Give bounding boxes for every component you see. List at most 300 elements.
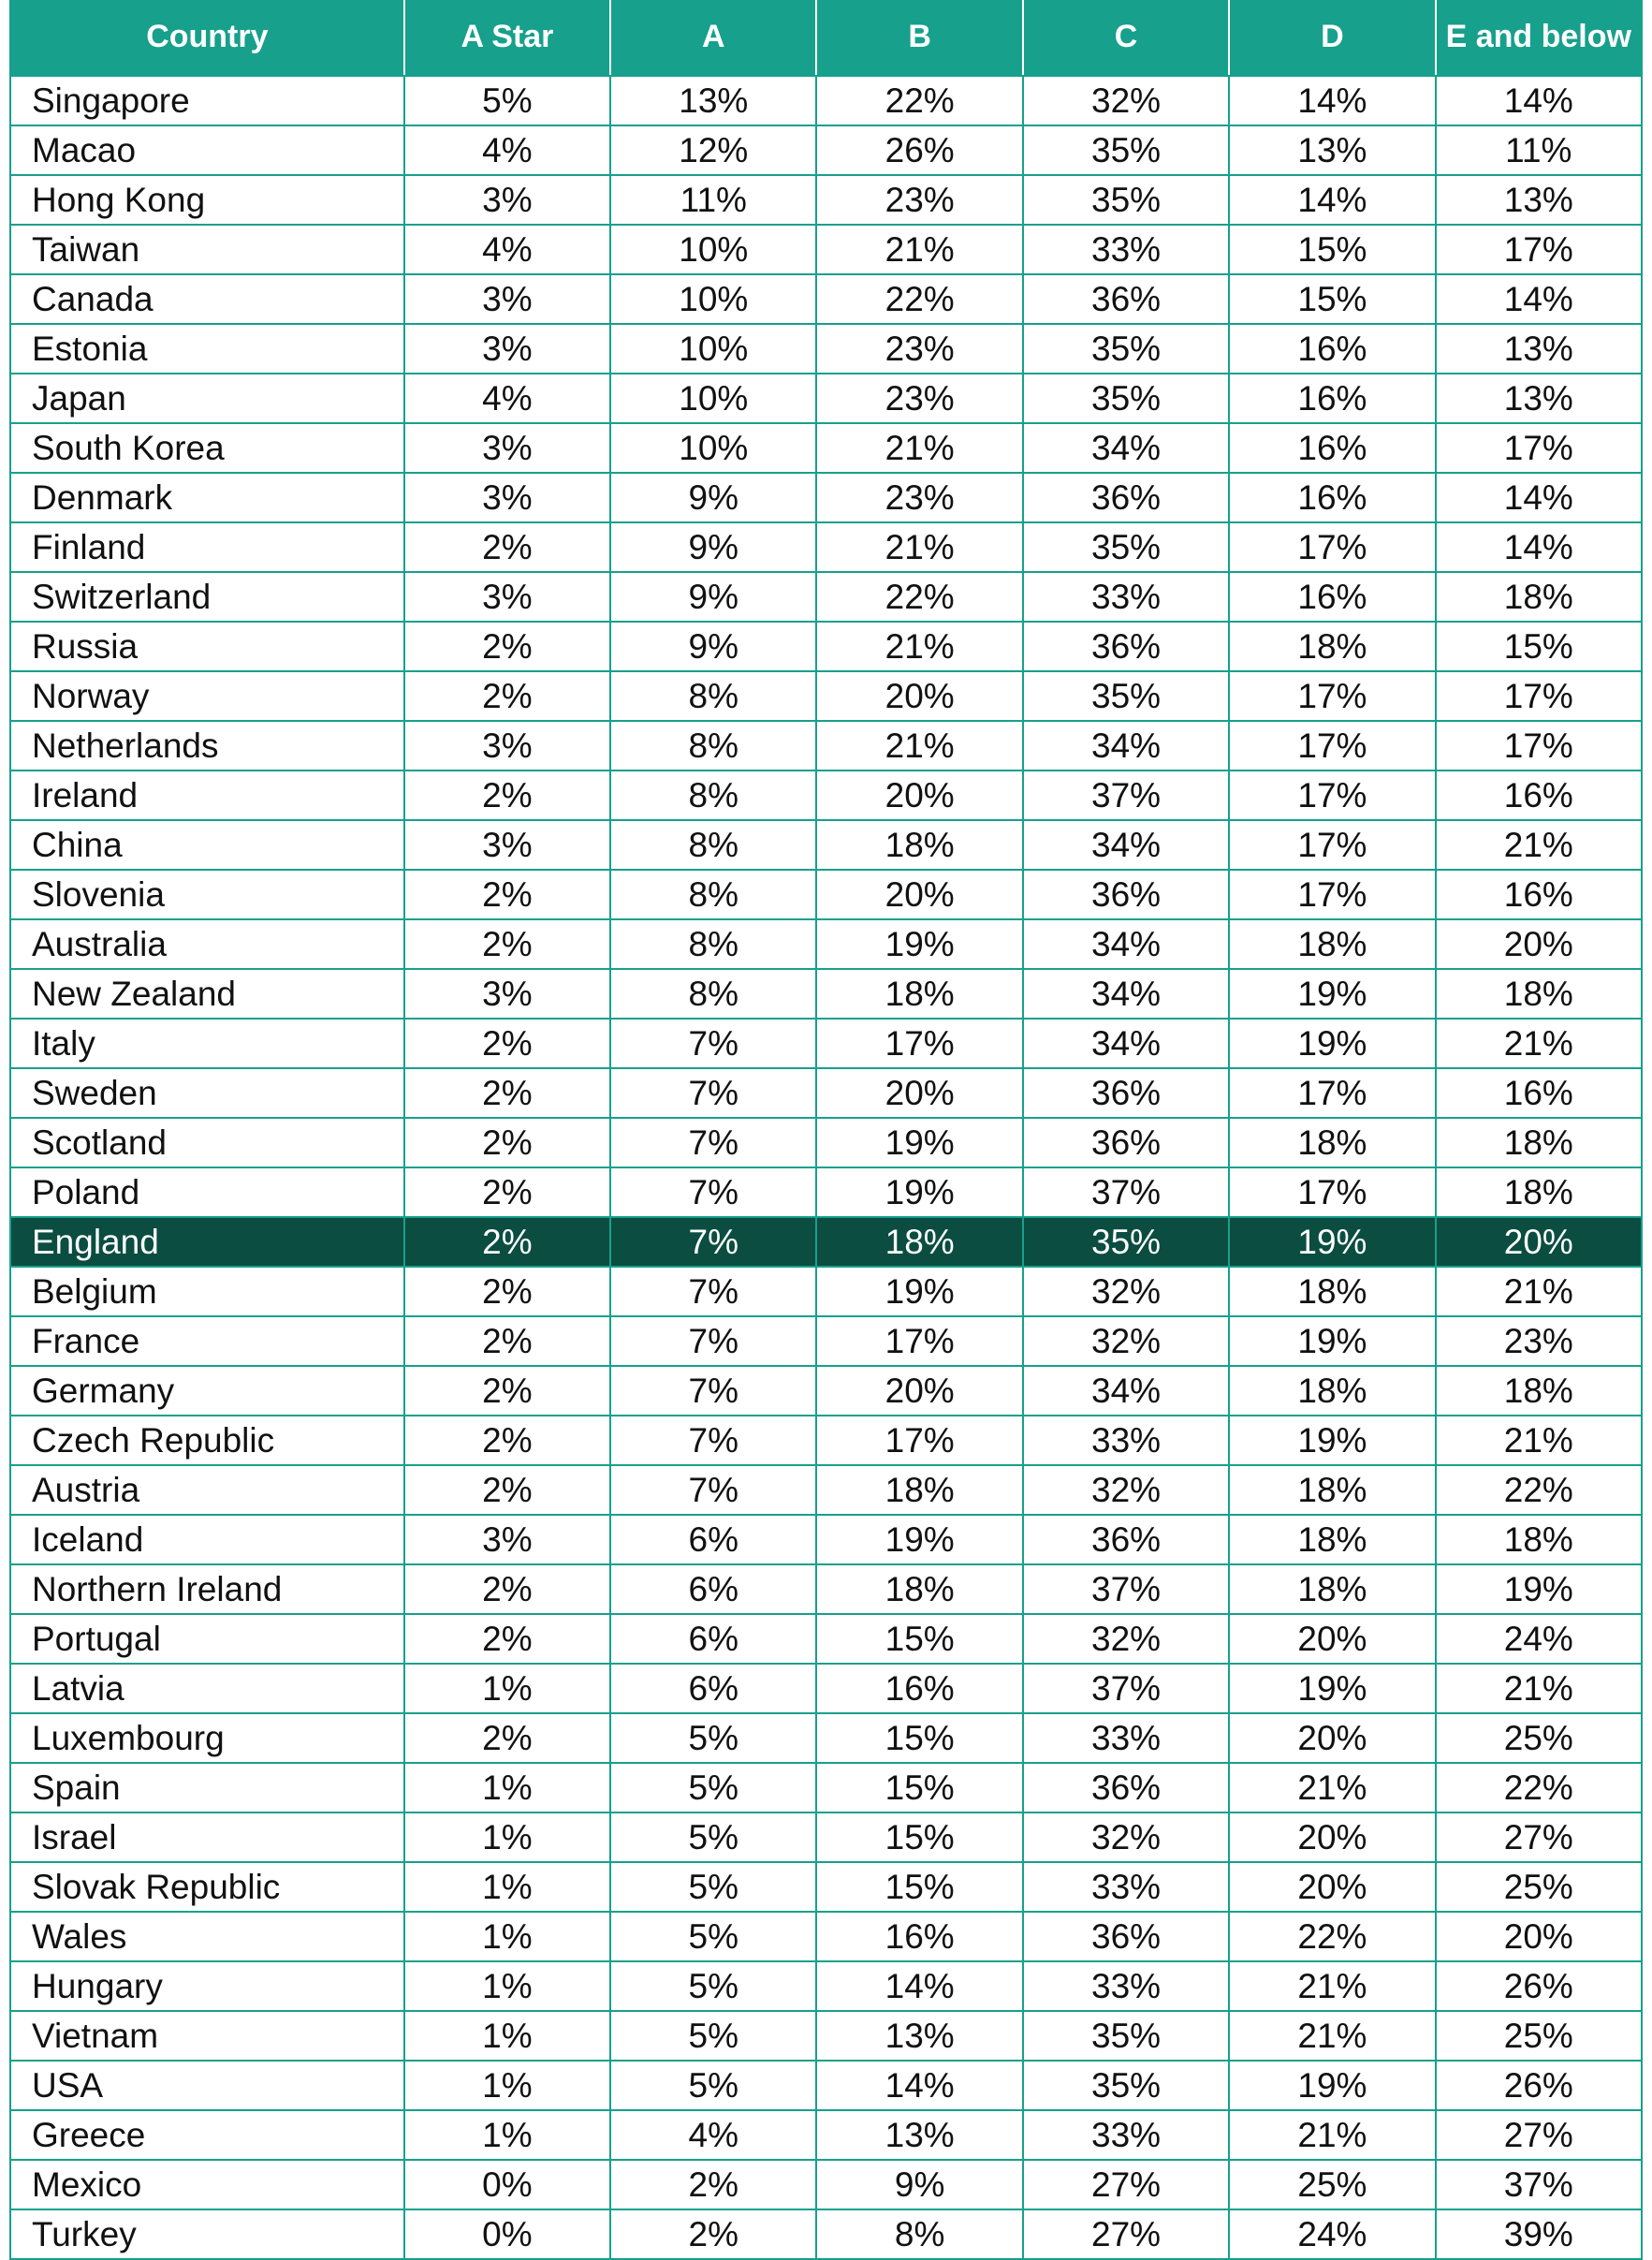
b-cell: 20% <box>816 870 1022 919</box>
d-cell: 18% <box>1229 622 1435 671</box>
a-star-cell: 2% <box>404 1713 610 1763</box>
table-row <box>10 175 1642 225</box>
table-row <box>10 1763 1642 1812</box>
d-cell: 17% <box>1229 671 1435 721</box>
a-cell: 8% <box>610 671 816 721</box>
a-cell: 7% <box>610 1465 816 1515</box>
b-cell: 21% <box>816 622 1022 671</box>
e-and-below-cell: 18% <box>1436 1366 1642 1416</box>
country-cell: Turkey <box>10 2209 404 2259</box>
c-cell: 35% <box>1023 2061 1229 2110</box>
country-cell: Australia <box>10 919 404 969</box>
country-cell: Taiwan <box>10 225 404 274</box>
a-star-cell: 2% <box>404 1316 610 1366</box>
country-cell: Ireland <box>10 770 404 820</box>
b-cell: 15% <box>816 1862 1022 1912</box>
b-cell: 15% <box>816 1812 1022 1862</box>
country-cell: Japan <box>10 374 404 423</box>
d-cell: 17% <box>1229 870 1435 919</box>
e-and-below-cell: 21% <box>1436 1267 1642 1316</box>
e-and-below-cell: 18% <box>1436 1167 1642 1217</box>
country-cell: USA <box>10 2061 404 2110</box>
table-row <box>10 2011 1642 2061</box>
e-and-below-cell: 21% <box>1436 820 1642 870</box>
d-cell: 21% <box>1229 2110 1435 2160</box>
d-cell: 20% <box>1229 1713 1435 1763</box>
d-cell: 16% <box>1229 473 1435 522</box>
a-star-cell: 1% <box>404 1862 610 1912</box>
a-star-cell: 1% <box>404 1763 610 1812</box>
a-cell: 5% <box>610 1862 816 1912</box>
d-cell: 17% <box>1229 820 1435 870</box>
e-and-below-cell: 18% <box>1436 969 1642 1019</box>
c-cell: 32% <box>1023 1267 1229 1316</box>
table-row <box>10 1812 1642 1862</box>
country-cell: Northern Ireland <box>10 1564 404 1614</box>
a-star-cell: 2% <box>404 770 610 820</box>
b-cell: 18% <box>816 1465 1022 1515</box>
d-cell: 18% <box>1229 1366 1435 1416</box>
b-cell: 23% <box>816 324 1022 374</box>
table-row <box>10 820 1642 870</box>
a-star-cell: 2% <box>404 1217 610 1267</box>
b-cell: 18% <box>816 1564 1022 1614</box>
c-cell: 35% <box>1023 1217 1229 1267</box>
a-star-cell: 1% <box>404 2011 610 2061</box>
b-cell: 21% <box>816 721 1022 770</box>
table-row <box>10 274 1642 324</box>
c-cell: 37% <box>1023 1664 1229 1713</box>
c-cell: 35% <box>1023 522 1229 572</box>
b-cell: 19% <box>816 1167 1022 1217</box>
a-cell: 6% <box>610 1664 816 1713</box>
b-cell: 19% <box>816 1267 1022 1316</box>
e-and-below-cell: 14% <box>1436 473 1642 522</box>
d-cell: 21% <box>1229 1961 1435 2011</box>
d-cell: 19% <box>1229 2061 1435 2110</box>
b-cell: 22% <box>816 572 1022 622</box>
a-cell: 7% <box>610 1267 816 1316</box>
c-cell: 34% <box>1023 1019 1229 1068</box>
d-cell: 21% <box>1229 1763 1435 1812</box>
country-cell: Canada <box>10 274 404 324</box>
c-cell: 34% <box>1023 721 1229 770</box>
e-and-below-cell: 21% <box>1436 1019 1642 1068</box>
b-cell: 18% <box>816 1217 1022 1267</box>
e-and-below-cell: 39% <box>1436 2209 1642 2259</box>
d-cell: 19% <box>1229 969 1435 1019</box>
table-row <box>10 1167 1642 1217</box>
table-row <box>10 522 1642 572</box>
c-cell: 35% <box>1023 324 1229 374</box>
a-cell: 8% <box>610 870 816 919</box>
e-and-below-cell: 17% <box>1436 423 1642 473</box>
a-cell: 9% <box>610 473 816 522</box>
e-and-below-cell: 26% <box>1436 2061 1642 2110</box>
e-and-below-cell: 20% <box>1436 919 1642 969</box>
b-cell: 15% <box>816 1763 1022 1812</box>
a-cell: 5% <box>610 2011 816 2061</box>
table-row <box>10 572 1642 622</box>
d-cell: 20% <box>1229 1862 1435 1912</box>
d-cell: 19% <box>1229 1019 1435 1068</box>
country-cell: South Korea <box>10 423 404 473</box>
e-and-below-cell: 22% <box>1436 1465 1642 1515</box>
b-cell: 23% <box>816 175 1022 225</box>
header-a: A <box>610 0 816 76</box>
a-star-cell: 1% <box>404 1912 610 1961</box>
b-cell: 21% <box>816 522 1022 572</box>
a-cell: 5% <box>610 1713 816 1763</box>
b-cell: 15% <box>816 1713 1022 1763</box>
e-and-below-cell: 27% <box>1436 1812 1642 1862</box>
a-cell: 9% <box>610 572 816 622</box>
b-cell: 16% <box>816 1664 1022 1713</box>
b-cell: 16% <box>816 1912 1022 1961</box>
country-cell: Norway <box>10 671 404 721</box>
d-cell: 17% <box>1229 721 1435 770</box>
a-cell: 7% <box>610 1316 816 1366</box>
table-row <box>10 1465 1642 1515</box>
a-cell: 7% <box>610 1019 816 1068</box>
c-cell: 35% <box>1023 125 1229 175</box>
d-cell: 14% <box>1229 175 1435 225</box>
b-cell: 26% <box>816 125 1022 175</box>
e-and-below-cell: 18% <box>1436 572 1642 622</box>
e-and-below-cell: 16% <box>1436 870 1642 919</box>
d-cell: 20% <box>1229 1812 1435 1862</box>
a-cell: 2% <box>610 2160 816 2209</box>
country-cell: England <box>10 1217 404 1267</box>
b-cell: 20% <box>816 770 1022 820</box>
table-row <box>10 969 1642 1019</box>
a-cell: 9% <box>610 622 816 671</box>
c-cell: 36% <box>1023 622 1229 671</box>
d-cell: 19% <box>1229 1316 1435 1366</box>
d-cell: 19% <box>1229 1217 1435 1267</box>
e-and-below-cell: 21% <box>1436 1416 1642 1465</box>
a-cell: 6% <box>610 1515 816 1564</box>
table-row <box>10 1019 1642 1068</box>
country-cell: Singapore <box>10 76 404 125</box>
b-cell: 20% <box>816 671 1022 721</box>
a-star-cell: 2% <box>404 1019 610 1068</box>
e-and-below-cell: 17% <box>1436 671 1642 721</box>
c-cell: 34% <box>1023 820 1229 870</box>
table-row <box>10 2160 1642 2209</box>
header-country: Country <box>10 0 404 76</box>
a-cell: 9% <box>610 522 816 572</box>
e-and-below-cell: 25% <box>1436 1862 1642 1912</box>
e-and-below-cell: 37% <box>1436 2160 1642 2209</box>
a-cell: 5% <box>610 1961 816 2011</box>
e-and-below-cell: 14% <box>1436 274 1642 324</box>
table-row <box>10 473 1642 522</box>
b-cell: 21% <box>816 423 1022 473</box>
c-cell: 36% <box>1023 870 1229 919</box>
a-star-cell: 2% <box>404 1366 610 1416</box>
c-cell: 35% <box>1023 175 1229 225</box>
a-cell: 10% <box>610 324 816 374</box>
d-cell: 16% <box>1229 374 1435 423</box>
c-cell: 34% <box>1023 969 1229 1019</box>
c-cell: 33% <box>1023 572 1229 622</box>
a-cell: 8% <box>610 919 816 969</box>
table-row <box>10 870 1642 919</box>
country-cell: Hong Kong <box>10 175 404 225</box>
a-star-cell: 3% <box>404 423 610 473</box>
b-cell: 8% <box>816 2209 1022 2259</box>
country-cell: Slovenia <box>10 870 404 919</box>
a-star-cell: 1% <box>404 1664 610 1713</box>
a-star-cell: 4% <box>404 125 610 175</box>
a-star-cell: 2% <box>404 1167 610 1217</box>
e-and-below-cell: 18% <box>1436 1118 1642 1167</box>
table-row <box>10 671 1642 721</box>
c-cell: 36% <box>1023 1068 1229 1118</box>
country-cell: China <box>10 820 404 870</box>
country-cell: Czech Republic <box>10 1416 404 1465</box>
country-cell: Austria <box>10 1465 404 1515</box>
country-cell: Greece <box>10 2110 404 2160</box>
country-cell: Luxembourg <box>10 1713 404 1763</box>
a-star-cell: 3% <box>404 820 610 870</box>
d-cell: 15% <box>1229 274 1435 324</box>
e-and-below-cell: 14% <box>1436 76 1642 125</box>
a-star-cell: 3% <box>404 969 610 1019</box>
c-cell: 33% <box>1023 225 1229 274</box>
e-and-below-cell: 25% <box>1436 1713 1642 1763</box>
a-cell: 12% <box>610 125 816 175</box>
c-cell: 35% <box>1023 374 1229 423</box>
e-and-below-cell: 22% <box>1436 1763 1642 1812</box>
table-row <box>10 1366 1642 1416</box>
c-cell: 32% <box>1023 1316 1229 1366</box>
e-and-below-cell: 13% <box>1436 324 1642 374</box>
a-star-cell: 2% <box>404 1465 610 1515</box>
table-row <box>10 1564 1642 1614</box>
a-star-cell: 2% <box>404 1416 610 1465</box>
country-cell: Scotland <box>10 1118 404 1167</box>
e-and-below-cell: 11% <box>1436 125 1642 175</box>
d-cell: 20% <box>1229 1614 1435 1664</box>
a-cell: 2% <box>610 2209 816 2259</box>
table-row <box>10 1515 1642 1564</box>
country-cell: Germany <box>10 1366 404 1416</box>
table-row <box>10 2110 1642 2160</box>
d-cell: 16% <box>1229 423 1435 473</box>
country-cell: Italy <box>10 1019 404 1068</box>
a-star-cell: 2% <box>404 1267 610 1316</box>
c-cell: 36% <box>1023 1515 1229 1564</box>
a-star-cell: 2% <box>404 1564 610 1614</box>
table-row <box>10 1316 1642 1366</box>
a-star-cell: 2% <box>404 1068 610 1118</box>
b-cell: 22% <box>816 76 1022 125</box>
c-cell: 33% <box>1023 1416 1229 1465</box>
country-cell: France <box>10 1316 404 1366</box>
b-cell: 14% <box>816 2061 1022 2110</box>
table-row <box>10 721 1642 770</box>
b-cell: 21% <box>816 225 1022 274</box>
header-d: D <box>1229 0 1435 76</box>
country-cell: Mexico <box>10 2160 404 2209</box>
table-row <box>10 76 1642 125</box>
a-star-cell: 1% <box>404 2061 610 2110</box>
header-a-star: A Star <box>404 0 610 76</box>
a-cell: 8% <box>610 820 816 870</box>
a-cell: 8% <box>610 770 816 820</box>
a-cell: 7% <box>610 1416 816 1465</box>
table-row <box>10 770 1642 820</box>
e-and-below-cell: 13% <box>1436 374 1642 423</box>
table-row <box>10 1217 1642 1267</box>
table-row <box>10 1664 1642 1713</box>
table-row <box>10 1961 1642 2011</box>
c-cell: 36% <box>1023 274 1229 324</box>
d-cell: 18% <box>1229 1118 1435 1167</box>
table-row <box>10 225 1642 274</box>
d-cell: 15% <box>1229 225 1435 274</box>
c-cell: 33% <box>1023 1862 1229 1912</box>
c-cell: 36% <box>1023 1912 1229 1961</box>
b-cell: 17% <box>816 1019 1022 1068</box>
country-cell: Russia <box>10 622 404 671</box>
c-cell: 35% <box>1023 2011 1229 2061</box>
b-cell: 18% <box>816 820 1022 870</box>
a-star-cell: 2% <box>404 870 610 919</box>
country-cell: Slovak Republic <box>10 1862 404 1912</box>
a-cell: 6% <box>610 1614 816 1664</box>
d-cell: 18% <box>1229 919 1435 969</box>
a-star-cell: 3% <box>404 1515 610 1564</box>
e-and-below-cell: 20% <box>1436 1217 1642 1267</box>
c-cell: 35% <box>1023 671 1229 721</box>
b-cell: 19% <box>816 919 1022 969</box>
a-star-cell: 0% <box>404 2160 610 2209</box>
b-cell: 19% <box>816 1515 1022 1564</box>
c-cell: 34% <box>1023 423 1229 473</box>
b-cell: 15% <box>816 1614 1022 1664</box>
e-and-below-cell: 17% <box>1436 721 1642 770</box>
country-cell: Portugal <box>10 1614 404 1664</box>
a-cell: 5% <box>610 1912 816 1961</box>
e-and-below-cell: 21% <box>1436 1664 1642 1713</box>
b-cell: 23% <box>816 473 1022 522</box>
table-row <box>10 1614 1642 1664</box>
e-and-below-cell: 26% <box>1436 1961 1642 2011</box>
b-cell: 13% <box>816 2110 1022 2160</box>
a-cell: 10% <box>610 423 816 473</box>
a-star-cell: 4% <box>404 225 610 274</box>
a-cell: 10% <box>610 225 816 274</box>
a-star-cell: 2% <box>404 919 610 969</box>
country-cell: Poland <box>10 1167 404 1217</box>
a-cell: 5% <box>610 1812 816 1862</box>
table-header-row <box>10 0 1642 76</box>
e-and-below-cell: 25% <box>1436 2011 1642 2061</box>
b-cell: 17% <box>816 1316 1022 1366</box>
a-cell: 8% <box>610 969 816 1019</box>
country-cell: Switzerland <box>10 572 404 622</box>
a-star-cell: 3% <box>404 721 610 770</box>
e-and-below-cell: 17% <box>1436 225 1642 274</box>
a-star-cell: 1% <box>404 1961 610 2011</box>
country-cell: New Zealand <box>10 969 404 1019</box>
table-row <box>10 1118 1642 1167</box>
c-cell: 33% <box>1023 2110 1229 2160</box>
a-star-cell: 2% <box>404 522 610 572</box>
table-row <box>10 1862 1642 1912</box>
c-cell: 34% <box>1023 919 1229 969</box>
e-and-below-cell: 14% <box>1436 522 1642 572</box>
a-star-cell: 5% <box>404 76 610 125</box>
d-cell: 16% <box>1229 324 1435 374</box>
d-cell: 18% <box>1229 1515 1435 1564</box>
a-cell: 10% <box>610 274 816 324</box>
country-cell: Macao <box>10 125 404 175</box>
country-cell: Estonia <box>10 324 404 374</box>
a-cell: 7% <box>610 1366 816 1416</box>
c-cell: 36% <box>1023 473 1229 522</box>
country-cell: Iceland <box>10 1515 404 1564</box>
header-e-and-below: E and below <box>1436 0 1642 76</box>
e-and-below-cell: 15% <box>1436 622 1642 671</box>
e-and-below-cell: 23% <box>1436 1316 1642 1366</box>
d-cell: 13% <box>1229 125 1435 175</box>
a-star-cell: 2% <box>404 1614 610 1664</box>
table-row <box>10 423 1642 473</box>
a-star-cell: 2% <box>404 1118 610 1167</box>
c-cell: 32% <box>1023 1465 1229 1515</box>
a-star-cell: 2% <box>404 671 610 721</box>
b-cell: 20% <box>816 1068 1022 1118</box>
c-cell: 27% <box>1023 2160 1229 2209</box>
c-cell: 32% <box>1023 76 1229 125</box>
a-cell: 7% <box>610 1068 816 1118</box>
d-cell: 18% <box>1229 1564 1435 1614</box>
country-cell: Vietnam <box>10 2011 404 2061</box>
a-star-cell: 3% <box>404 572 610 622</box>
country-cell: Denmark <box>10 473 404 522</box>
table-row <box>10 1068 1642 1118</box>
a-star-cell: 3% <box>404 473 610 522</box>
d-cell: 19% <box>1229 1664 1435 1713</box>
country-cell: Hungary <box>10 1961 404 2011</box>
a-cell: 13% <box>610 76 816 125</box>
c-cell: 37% <box>1023 1564 1229 1614</box>
table-row <box>10 125 1642 175</box>
a-cell: 11% <box>610 175 816 225</box>
country-cell: Finland <box>10 522 404 572</box>
country-cell: Wales <box>10 1912 404 1961</box>
d-cell: 17% <box>1229 1167 1435 1217</box>
c-cell: 33% <box>1023 1713 1229 1763</box>
a-cell: 5% <box>610 2061 816 2110</box>
e-and-below-cell: 13% <box>1436 175 1642 225</box>
table-row <box>10 622 1642 671</box>
e-and-below-cell: 20% <box>1436 1912 1642 1961</box>
b-cell: 23% <box>816 374 1022 423</box>
e-and-below-cell: 19% <box>1436 1564 1642 1614</box>
a-cell: 7% <box>610 1118 816 1167</box>
e-and-below-cell: 27% <box>1436 2110 1642 2160</box>
country-cell: Belgium <box>10 1267 404 1316</box>
a-star-cell: 4% <box>404 374 610 423</box>
table-row <box>10 1912 1642 1961</box>
c-cell: 34% <box>1023 1366 1229 1416</box>
table-row <box>10 1267 1642 1316</box>
